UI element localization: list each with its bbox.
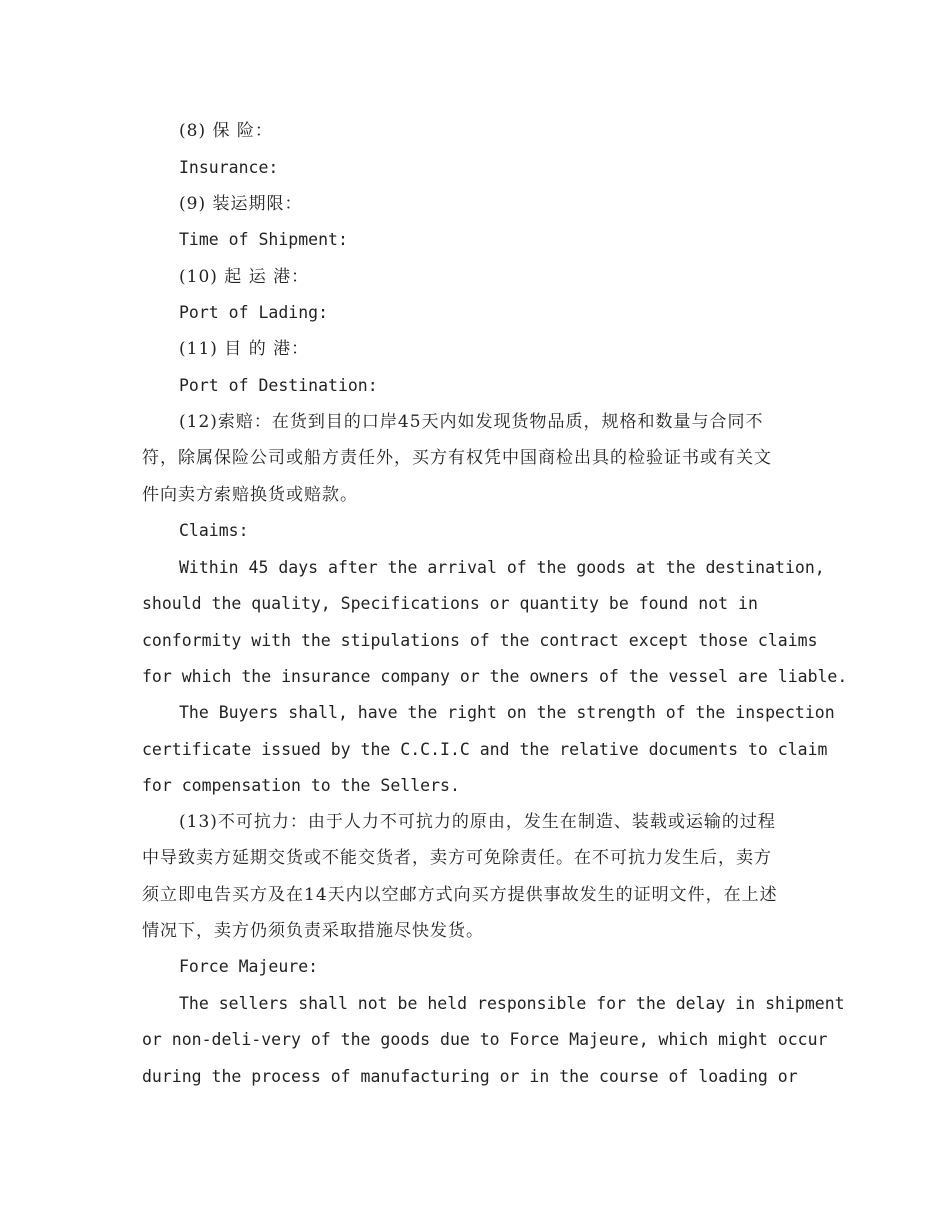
shipment-time-heading-en: Time of Shipment: <box>179 230 348 249</box>
force-majeure-clause-cn-line: (13)不可抗力：由于人力不可抗力的原由，发生在制造、装载或运输的过程 <box>179 812 776 832</box>
force-majeure-clause-cn-line: 须立即电告买方及在14天内以空邮方式向买方提供事故发生的证明文件，在上述 <box>142 885 778 905</box>
insurance-heading-cn: (8) 保 险： <box>179 121 273 141</box>
buyers-rights-en-line: certificate issued by the C.C.I.C and the relative documents to claim <box>142 740 828 759</box>
claims-clause-en-line: for which the insurance company or the owners of the vessel are liable. <box>142 667 848 686</box>
claims-clause-en-line: Within 45 days after the arrival of the goods at the destination, <box>179 558 825 577</box>
force-majeure-clause-en-line: or non-deli-very of the goods due to Force Majeure, which might occur <box>142 1030 828 1049</box>
insurance-heading-en: Insurance: <box>179 158 279 177</box>
force-majeure-clause-en-line: The sellers shall not be held responsible for the delay in shipment <box>179 994 845 1013</box>
buyers-rights-en-line: for compensation to the Sellers. <box>142 776 460 795</box>
port-of-lading-heading-cn: (10) 起 运 港： <box>179 267 310 287</box>
port-of-destination-heading-cn: (11) 目 的 港： <box>179 339 310 359</box>
claims-clause-cn-line: 符，除属保险公司或船方责任外，买方有权凭中国商检出具的检验证书或有关文 <box>142 448 772 468</box>
claims-heading-en: Claims: <box>179 521 249 540</box>
claims-clause-cn-line: (12)索赔：在货到目的口岸45天内如发现货物品质，规格和数量与合同不 <box>179 412 764 432</box>
shipment-time-heading-cn: (9) 装运期限： <box>179 194 303 214</box>
force-majeure-heading-en: Force Majeure: <box>179 957 319 976</box>
claims-clause-en-line: conformity with the stipulations of the contract except those claims <box>142 631 818 650</box>
buyers-rights-en-line: The Buyers shall, have the right on the strength of the inspection <box>179 703 835 722</box>
port-of-lading-heading-en: Port of Lading: <box>179 303 329 322</box>
force-majeure-clause-en-line: during the process of manufacturing or in the course of loading or <box>142 1067 798 1086</box>
port-of-destination-heading-en: Port of Destination: <box>179 376 378 395</box>
force-majeure-clause-cn-line: 中导致卖方延期交货或不能交货者，卖方可免除责任。在不可抗力发生后，卖方 <box>142 848 772 868</box>
force-majeure-clause-cn-line: 情况下，卖方仍须负责采取措施尽快发货。 <box>142 921 484 941</box>
claims-clause-cn-line: 件向卖方索赔换货或赔款。 <box>142 485 358 505</box>
claims-clause-en-line: should the quality, Specifications or quantity be found not in <box>142 594 758 613</box>
